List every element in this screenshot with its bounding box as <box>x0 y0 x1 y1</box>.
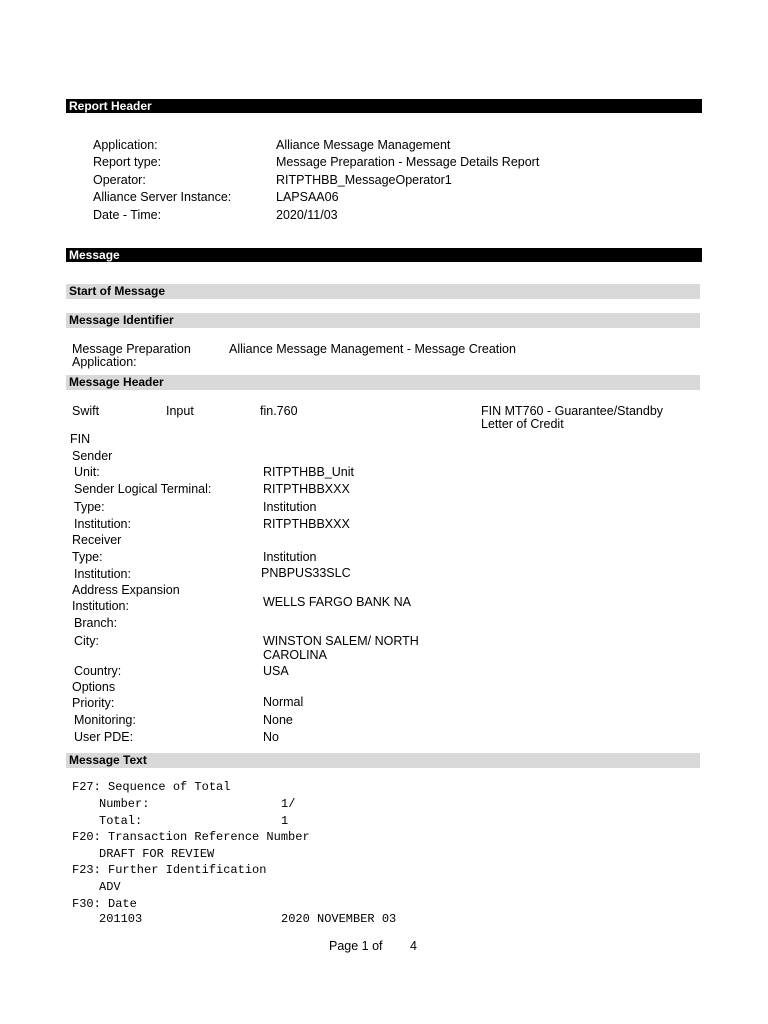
date-time-label: Date - Time: <box>93 208 162 222</box>
addr-inst-value: WELLS FARGO BANK NA <box>263 595 411 609</box>
receiver-title: Receiver <box>72 533 122 547</box>
start-of-message-bar: Start of Message <box>66 284 700 299</box>
sender-lt-value: RITPTHBBXXX <box>263 482 350 496</box>
sender-inst-value: RITPTHBBXXX <box>263 517 350 531</box>
report-type-value: Message Preparation - Message Details Report <box>276 155 540 169</box>
priority-label: Priority: <box>72 696 115 710</box>
swift-label: Swift <box>72 404 100 418</box>
date-time-value: 2020/11/03 <box>276 208 338 222</box>
prep-app-label-1: Message Preparation <box>72 342 191 356</box>
report-header-bar: Report Header <box>66 99 702 113</box>
city-label: City: <box>74 634 99 648</box>
operator-label: Operator: <box>93 173 146 187</box>
addr-inst-label: Institution: <box>72 599 129 613</box>
io-label: Input <box>166 404 194 418</box>
options-title: Options <box>72 680 116 694</box>
country-value: USA <box>263 664 289 678</box>
receiver-type-value: Institution <box>263 550 317 564</box>
monitoring-label: Monitoring: <box>74 713 136 727</box>
sender-inst-label: Institution: <box>74 517 131 531</box>
sender-unit-label: Unit: <box>74 465 100 479</box>
total-label: Total: <box>99 814 143 828</box>
f23-value: ADV <box>99 880 121 894</box>
application-value: Alliance Message Management <box>276 138 451 152</box>
priority-value: Normal <box>263 695 304 709</box>
number-value: 1/ <box>281 797 296 811</box>
receiver-inst-value: PNBPUS33SLC <box>261 566 351 580</box>
message-identifier-bar: Message Identifier <box>66 313 700 328</box>
prep-app-label-2: Application: <box>72 355 137 369</box>
fin-label: FIN <box>70 432 91 446</box>
receiver-inst-label: Institution: <box>74 567 131 581</box>
format-value: fin.760 <box>260 404 298 418</box>
message-type-desc-2: Letter of Credit <box>481 417 564 431</box>
f23-line: F23: Further Identification <box>72 863 267 877</box>
f20-line: F20: Transaction Reference Number <box>72 830 310 844</box>
sender-type-label: Type: <box>74 500 105 514</box>
user-pde-label: User PDE: <box>74 730 134 744</box>
f30-expanded: 2020 NOVEMBER 03 <box>281 912 397 926</box>
f20-value: DRAFT FOR REVIEW <box>99 847 215 861</box>
city-value-2: CAROLINA <box>263 648 327 662</box>
report-type-label: Report type: <box>93 155 162 169</box>
sender-lt-label: Sender Logical Terminal: <box>74 482 212 496</box>
total-value: 1 <box>281 814 289 828</box>
user-pde-value: No <box>263 730 279 744</box>
page-label: Page 1 of <box>329 939 383 953</box>
city-value-1: WINSTON SALEM/ NORTH <box>263 634 419 648</box>
address-expansion-title: Address Expansion <box>72 583 180 597</box>
sender-type-value: Institution <box>263 500 317 514</box>
total-pages: 4 <box>410 939 417 953</box>
country-label: Country: <box>74 664 122 678</box>
f27-line: F27: Sequence of Total <box>72 780 231 794</box>
sender-title: Sender <box>72 449 113 463</box>
branch-label: Branch: <box>74 616 118 630</box>
server-instance-value: LAPSAA06 <box>276 190 339 204</box>
server-instance-label: Alliance Server Instance: <box>93 190 232 204</box>
f30-line: F30: Date <box>72 897 137 911</box>
number-label: Number: <box>99 797 150 811</box>
prep-app-value: Alliance Message Management - Message Creation <box>229 342 516 356</box>
message-type-desc-1: FIN MT760 - Guarantee/Standby <box>481 404 664 418</box>
message-text-bar: Message Text <box>66 753 700 768</box>
receiver-type-label: Type: <box>72 550 103 564</box>
message-header-bar: Message Header <box>66 375 700 390</box>
application-label: Application: <box>93 138 158 152</box>
operator-value: RITPTHBB_MessageOperator1 <box>276 173 452 187</box>
f30-value: 201103 <box>99 912 143 926</box>
monitoring-value: None <box>263 713 293 727</box>
sender-unit-value: RITPTHBB_Unit <box>263 465 354 479</box>
message-bar: Message <box>66 248 702 262</box>
